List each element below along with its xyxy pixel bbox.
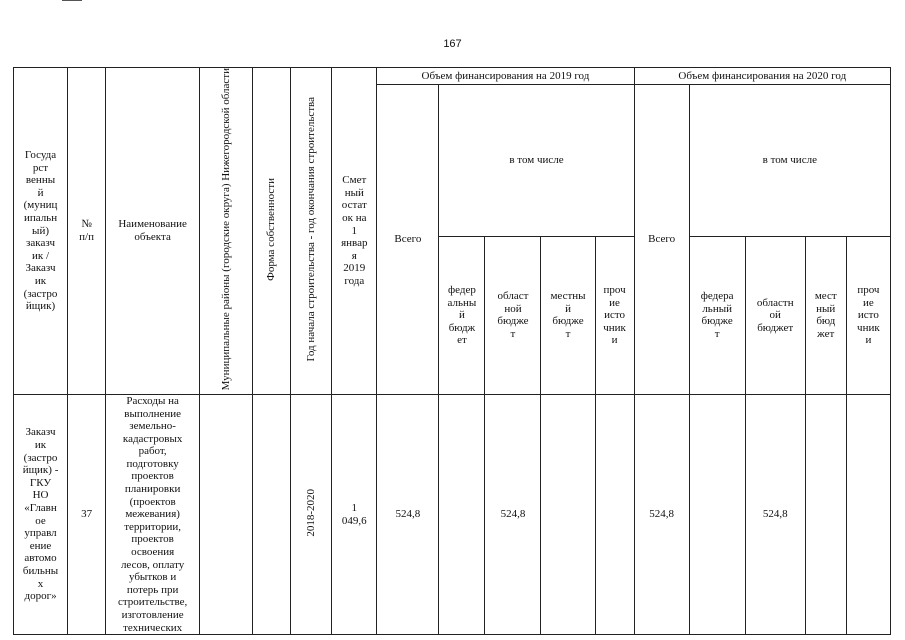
- cell-regional-2020: 524,8: [745, 394, 805, 634]
- cell-construction-years: 2018-2020: [291, 394, 332, 634]
- header-including-2019: в том числе: [439, 85, 634, 237]
- header-districts: Муниципальные районы (городские округа) Нижегородской области: [200, 68, 253, 395]
- header-num: № п/п: [68, 68, 106, 395]
- header-ownership: Форма собственности: [253, 68, 291, 395]
- header-regional-2019: област ной бюдже т: [485, 236, 541, 394]
- cell-local-2019: [541, 394, 595, 634]
- header-regional-2020: областн ой бюджет: [745, 236, 805, 394]
- header-construction-years: Год начала строительства - год окончания строительства: [291, 68, 332, 395]
- header-other-2019: проч ие исто чник и: [595, 236, 634, 394]
- table-row: [14, 394, 891, 634]
- header-total-2020: Всего: [634, 85, 689, 395]
- cell-federal-2020: [689, 394, 745, 634]
- cell-regional-2019: 524,8: [485, 394, 541, 634]
- cell-object-name: Расходы на выполнение земельно- кадастровых работ, подготовку проектов планировки (проектов межевания) территории, проектов освоения лесов, оплату убытков и потерь при строительстве, изготовление технических: [106, 394, 200, 634]
- header-total-2019: Всего: [377, 85, 439, 395]
- header-object-name: Наименование объекта: [106, 68, 200, 395]
- header-other-2020: проч ие исто чник и: [846, 236, 890, 394]
- cell-districts: [200, 394, 253, 634]
- header-local-2020: мест ный бюд жет: [805, 236, 846, 394]
- header-funding-2020: Объем финансирования на 2020 год: [634, 68, 890, 85]
- header-federal-2020: федера льный бюдже т: [689, 236, 745, 394]
- cell-total-2020: 524,8: [634, 394, 689, 634]
- cell-total-2019: 524,8: [377, 394, 439, 634]
- header-federal-2019: федер альны й бюдж ет: [439, 236, 485, 394]
- cell-num: 37: [68, 394, 106, 634]
- header-estimate-balance: Смет ный остат ок на 1 январ я 2019 года: [332, 68, 377, 395]
- scan-mark: [62, 0, 82, 1]
- header-local-2019: местны й бюдже т: [541, 236, 595, 394]
- header-customer: Госуда рст венны й (муниц ипальн ый) заказч ик / Заказч ик (застро йщик): [14, 68, 68, 395]
- cell-other-2019: [595, 394, 634, 634]
- header-funding-2019: Объем финансирования на 2019 год: [377, 68, 634, 85]
- financing-table: [13, 67, 891, 635]
- cell-ownership: [253, 394, 291, 634]
- cell-estimate-balance: 1 049,6: [332, 394, 377, 634]
- header-including-2020: в том числе: [689, 85, 890, 237]
- page-number: 167: [443, 38, 462, 50]
- cell-federal-2019: [439, 394, 485, 634]
- cell-customer: Заказч ик (застро йщик) - ГКУ НО «Главн ое управл ение автомо бильны х дорог»: [14, 394, 68, 634]
- cell-other-2020: [846, 394, 890, 634]
- cell-local-2020: [805, 394, 846, 634]
